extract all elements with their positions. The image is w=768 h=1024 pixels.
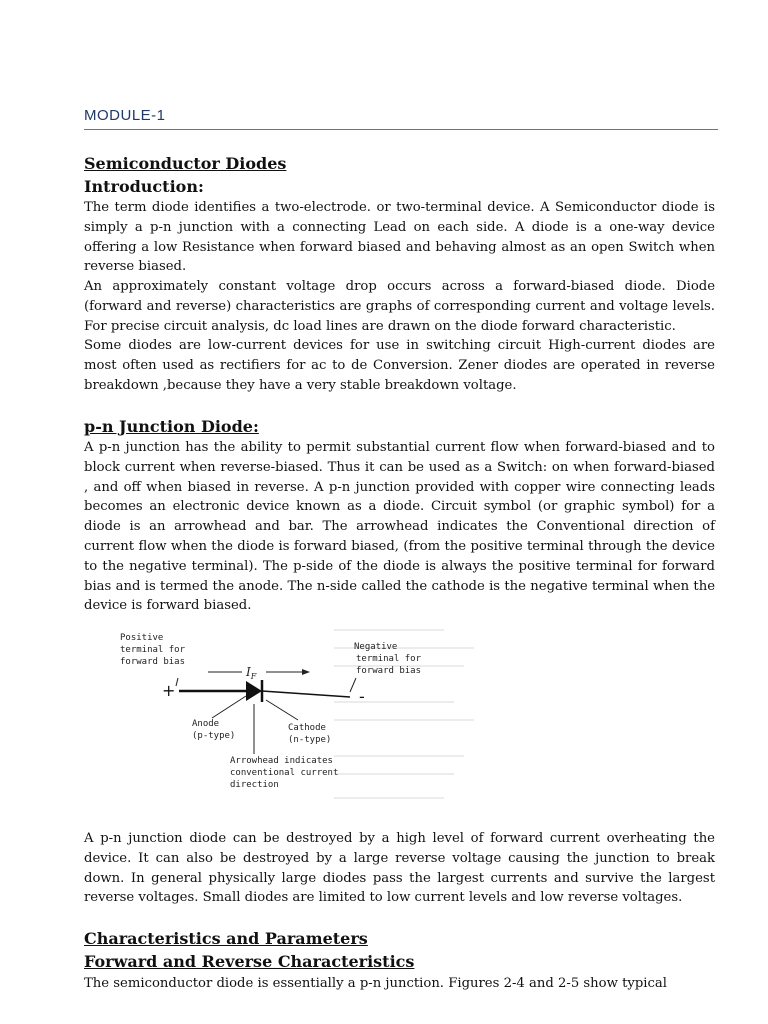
intro-paragraph-2: An approximately constant voltage drop occurs across a forward-biased diode. Diode (forward and reverse) characteristics are graphs of corresponding current and voltage levels. For precise circuit analysis, dc load lines are drawn on the diode forward characteristic. [84, 279, 715, 334]
anode-leader-line [212, 696, 246, 718]
arrowhead-caption-line3: direction [230, 780, 279, 790]
positive-label-line2: terminal for [120, 645, 186, 655]
characteristics-heading: Characteristics and Parameters [84, 929, 368, 948]
negative-label-line3: forward bias [356, 666, 422, 676]
anode-label-line2: (p-type) [192, 731, 236, 741]
diode-symbol-figure [84, 614, 424, 814]
section-title: Semiconductor Diodes [84, 154, 287, 173]
forward-reverse-heading: Forward and Reverse Characteristics [84, 952, 415, 971]
anode-label-line1: Anode [192, 719, 220, 729]
pn-junction-heading: p-n Junction Diode: [84, 417, 259, 436]
cathode-label-line2: (n-type) [288, 735, 332, 745]
pn-junction-paragraph-2: A p-n junction diode can be destroyed by a high level of forward current overheating the device. It can also be destroyed by a large reverse voltage causing the junction to break down. In general physically large diodes pass the largest currents and survive the largest reverse voltages. Small diodes are limited to low current levels and low reverse voltages. [84, 831, 715, 906]
module-header: MODULE-1 [84, 107, 718, 130]
diode-arrowhead-icon [246, 681, 262, 701]
negative-leader-line [350, 678, 356, 692]
forward-reverse-paragraph: The semiconductor diode is essentially a p-n junction. Figures 2-4 and 2-5 show typical [84, 976, 667, 991]
intro-paragraph-1: The term diode identifies a two-electrode. or two-terminal device. A Semiconductor diode is simply a p-n junction with a connecting Lead on each side. A diode is a one-way device offering a low Resistance when forward biased and behaving almost as an open Switch when reverse biased. [84, 200, 715, 275]
negative-label-line2: terminal for [356, 654, 422, 664]
current-arrowhead [302, 669, 310, 675]
negative-label-line1: Negative [354, 642, 398, 652]
cathode-lead [262, 691, 350, 697]
plus-sign: + [162, 681, 176, 700]
minus-sign: - [359, 687, 365, 706]
current-label: $I_F$ [246, 665, 257, 681]
arrowhead-caption-line1: Arrowhead indicates [230, 756, 333, 766]
positive-label-line3: forward bias [120, 657, 186, 667]
arrowhead-caption-line2: conventional current [230, 768, 339, 778]
cathode-leader-line [266, 700, 298, 720]
pn-junction-paragraph-1: A p-n junction has the ability to permit substantial current flow when forward-biased and to block current when reverse-biased. Thus it can be used as a Switch: on when forward-biased , and off when biased in reverse. A p-n junction provided with copper wire connecting leads becomes an electronic device known as a diode. Circuit symbol (or graphic symbol) for a diode is an arrowhead and bar. The arrowhead indicates the Conventional direction of current flow when the diode is forward biased, (from the positive terminal through the device to the negative terminal). The p-side of the diode is always the positive terminal for forward bias and is termed the anode. The n-side called the cathode is the negative terminal when the device is forward biased. [84, 440, 715, 614]
cathode-label-line1: Cathode [288, 723, 326, 733]
intro-paragraph-3: Some diodes are low-current devices for use in switching circuit High-current diodes are most often used as rectifiers for ac to de Conversion. Zener diodes are operated in reverse breakdown ,because they have a very stable breakdown voltage. [84, 338, 715, 393]
positive-label-line1: Positive [120, 633, 164, 643]
positive-leader-line [176, 678, 178, 686]
intro-heading: Introduction: [84, 177, 204, 196]
